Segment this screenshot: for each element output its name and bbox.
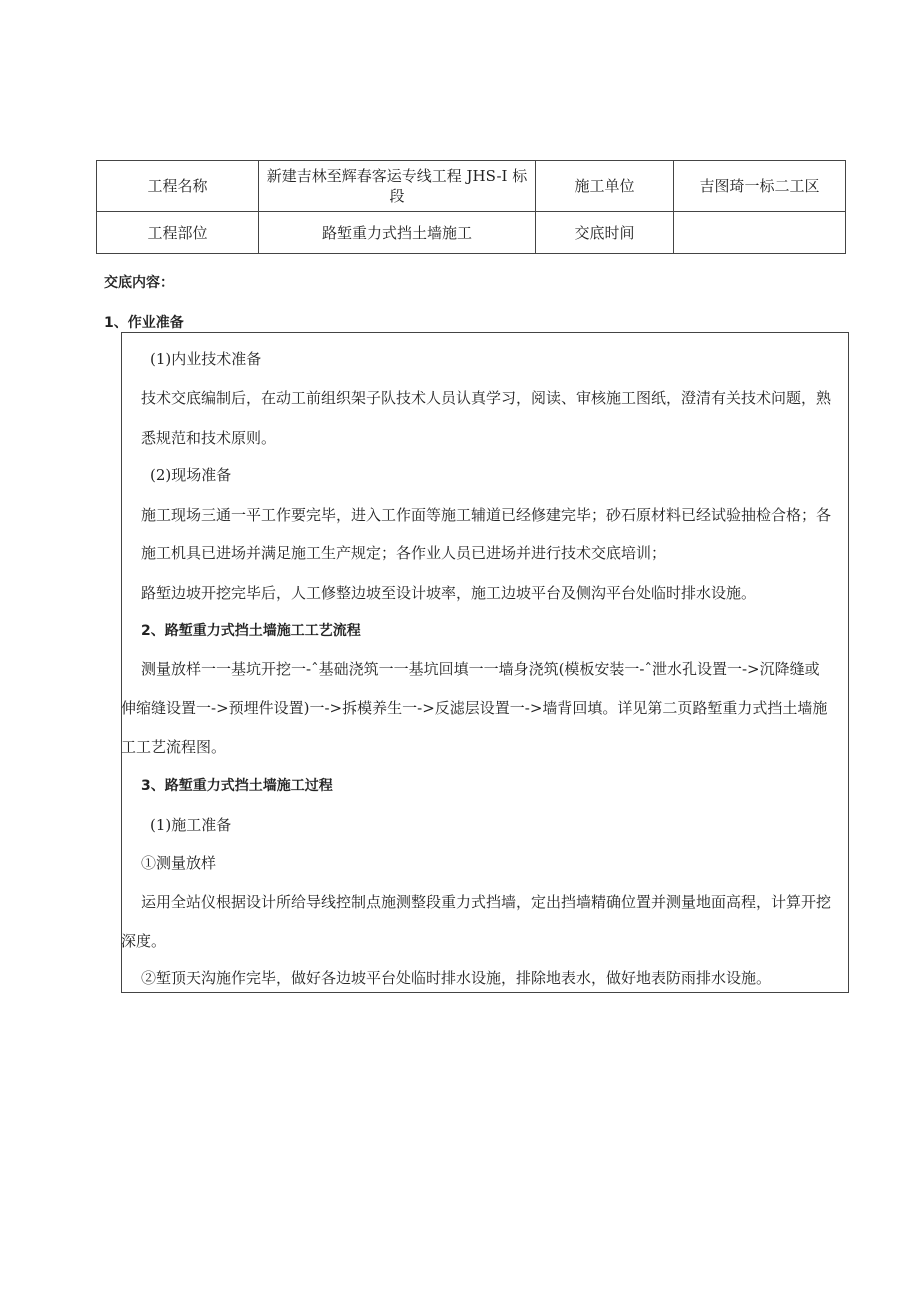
section-3-title: 3、路堑重力式挡土墙施工过程 xyxy=(141,778,333,794)
section-1-title: 1、作业准备 xyxy=(104,315,184,331)
paragraph-line: 施工机具已进场并满足施工生产规定；各作业人员已进场并进行技术交底培训； xyxy=(141,544,667,562)
paragraph-line: 测量放样一一基坑开挖一-ˆ基础浇筑一一基坑回填一一墙身浇筑(模板安装一-ˆ泄水孔设置一->沉降缝或 xyxy=(141,660,820,678)
paragraph-line: 运用全站仪根据设计所给导线控制点施测整段重力式挡墙，定出挡墙精确位置并测量地面高程，计算开挖 xyxy=(141,893,832,911)
section-2-title: 2、路堑重力式挡土墙施工工艺流程 xyxy=(141,623,361,639)
project-part-value: 路堑重力式挡土墙施工 xyxy=(259,212,536,254)
table-row xyxy=(97,212,846,254)
item-1-title: ①测量放样 xyxy=(141,854,217,872)
paragraph-line: 悉规范和技术原则。 xyxy=(141,429,277,447)
paragraph-line: 路堑边坡开挖完毕后，人工修整边坡至设计坡率，施工边坡平台及侧沟平台处临时排水设施。 xyxy=(141,584,757,602)
paragraph-line: 施工现场三通一平工作要完毕，进入工作面等施工辅道已经修建完毕；砂石原材料已经试验抽检合格；各 xyxy=(141,506,832,524)
subsection-1-title: (1)内业技术准备 xyxy=(150,350,262,368)
item-2-text: ②堑顶天沟施作完毕，做好各边坡平台处临时排水设施，排除地表水，做好地表防雨排水设施。 xyxy=(141,969,772,987)
project-name-value xyxy=(259,161,536,212)
project-name-line-1: 新建吉林至辉春客运专线工程 JHS-I 标 xyxy=(266,167,528,185)
project-part-label: 工程部位 xyxy=(97,212,259,254)
construction-unit-value: 吉图琦一标二工区 xyxy=(674,161,846,212)
paragraph-line: 伸缩缝设置一->预埋件设置)一->拆模养生一->反滤层设置一->墙背回填。详见第二页路堑重力式挡土墙施 xyxy=(121,699,828,717)
handover-time-value xyxy=(674,212,846,254)
construction-unit-label: 施工单位 xyxy=(536,161,674,212)
handover-time-label: 交底时间 xyxy=(536,212,674,254)
project-name-line-2: 段 xyxy=(389,187,405,205)
subsection-3-title: (1)施工准备 xyxy=(150,816,232,834)
project-name-label: 工程名称 xyxy=(97,161,259,212)
subsection-2-title: (2)现场准备 xyxy=(150,466,232,484)
paragraph-line: 深度。 xyxy=(121,932,167,950)
paragraph-line: 技术交底编制后，在动工前组织架子队技术人员认真学习，阅读、审核施工图纸，澄清有关技术问题，熟 xyxy=(141,389,832,407)
paragraph-line: 工工艺流程图。 xyxy=(121,738,227,756)
table-row xyxy=(97,161,846,212)
content-label: 交底内容： xyxy=(104,275,174,291)
project-info-table xyxy=(96,160,846,254)
